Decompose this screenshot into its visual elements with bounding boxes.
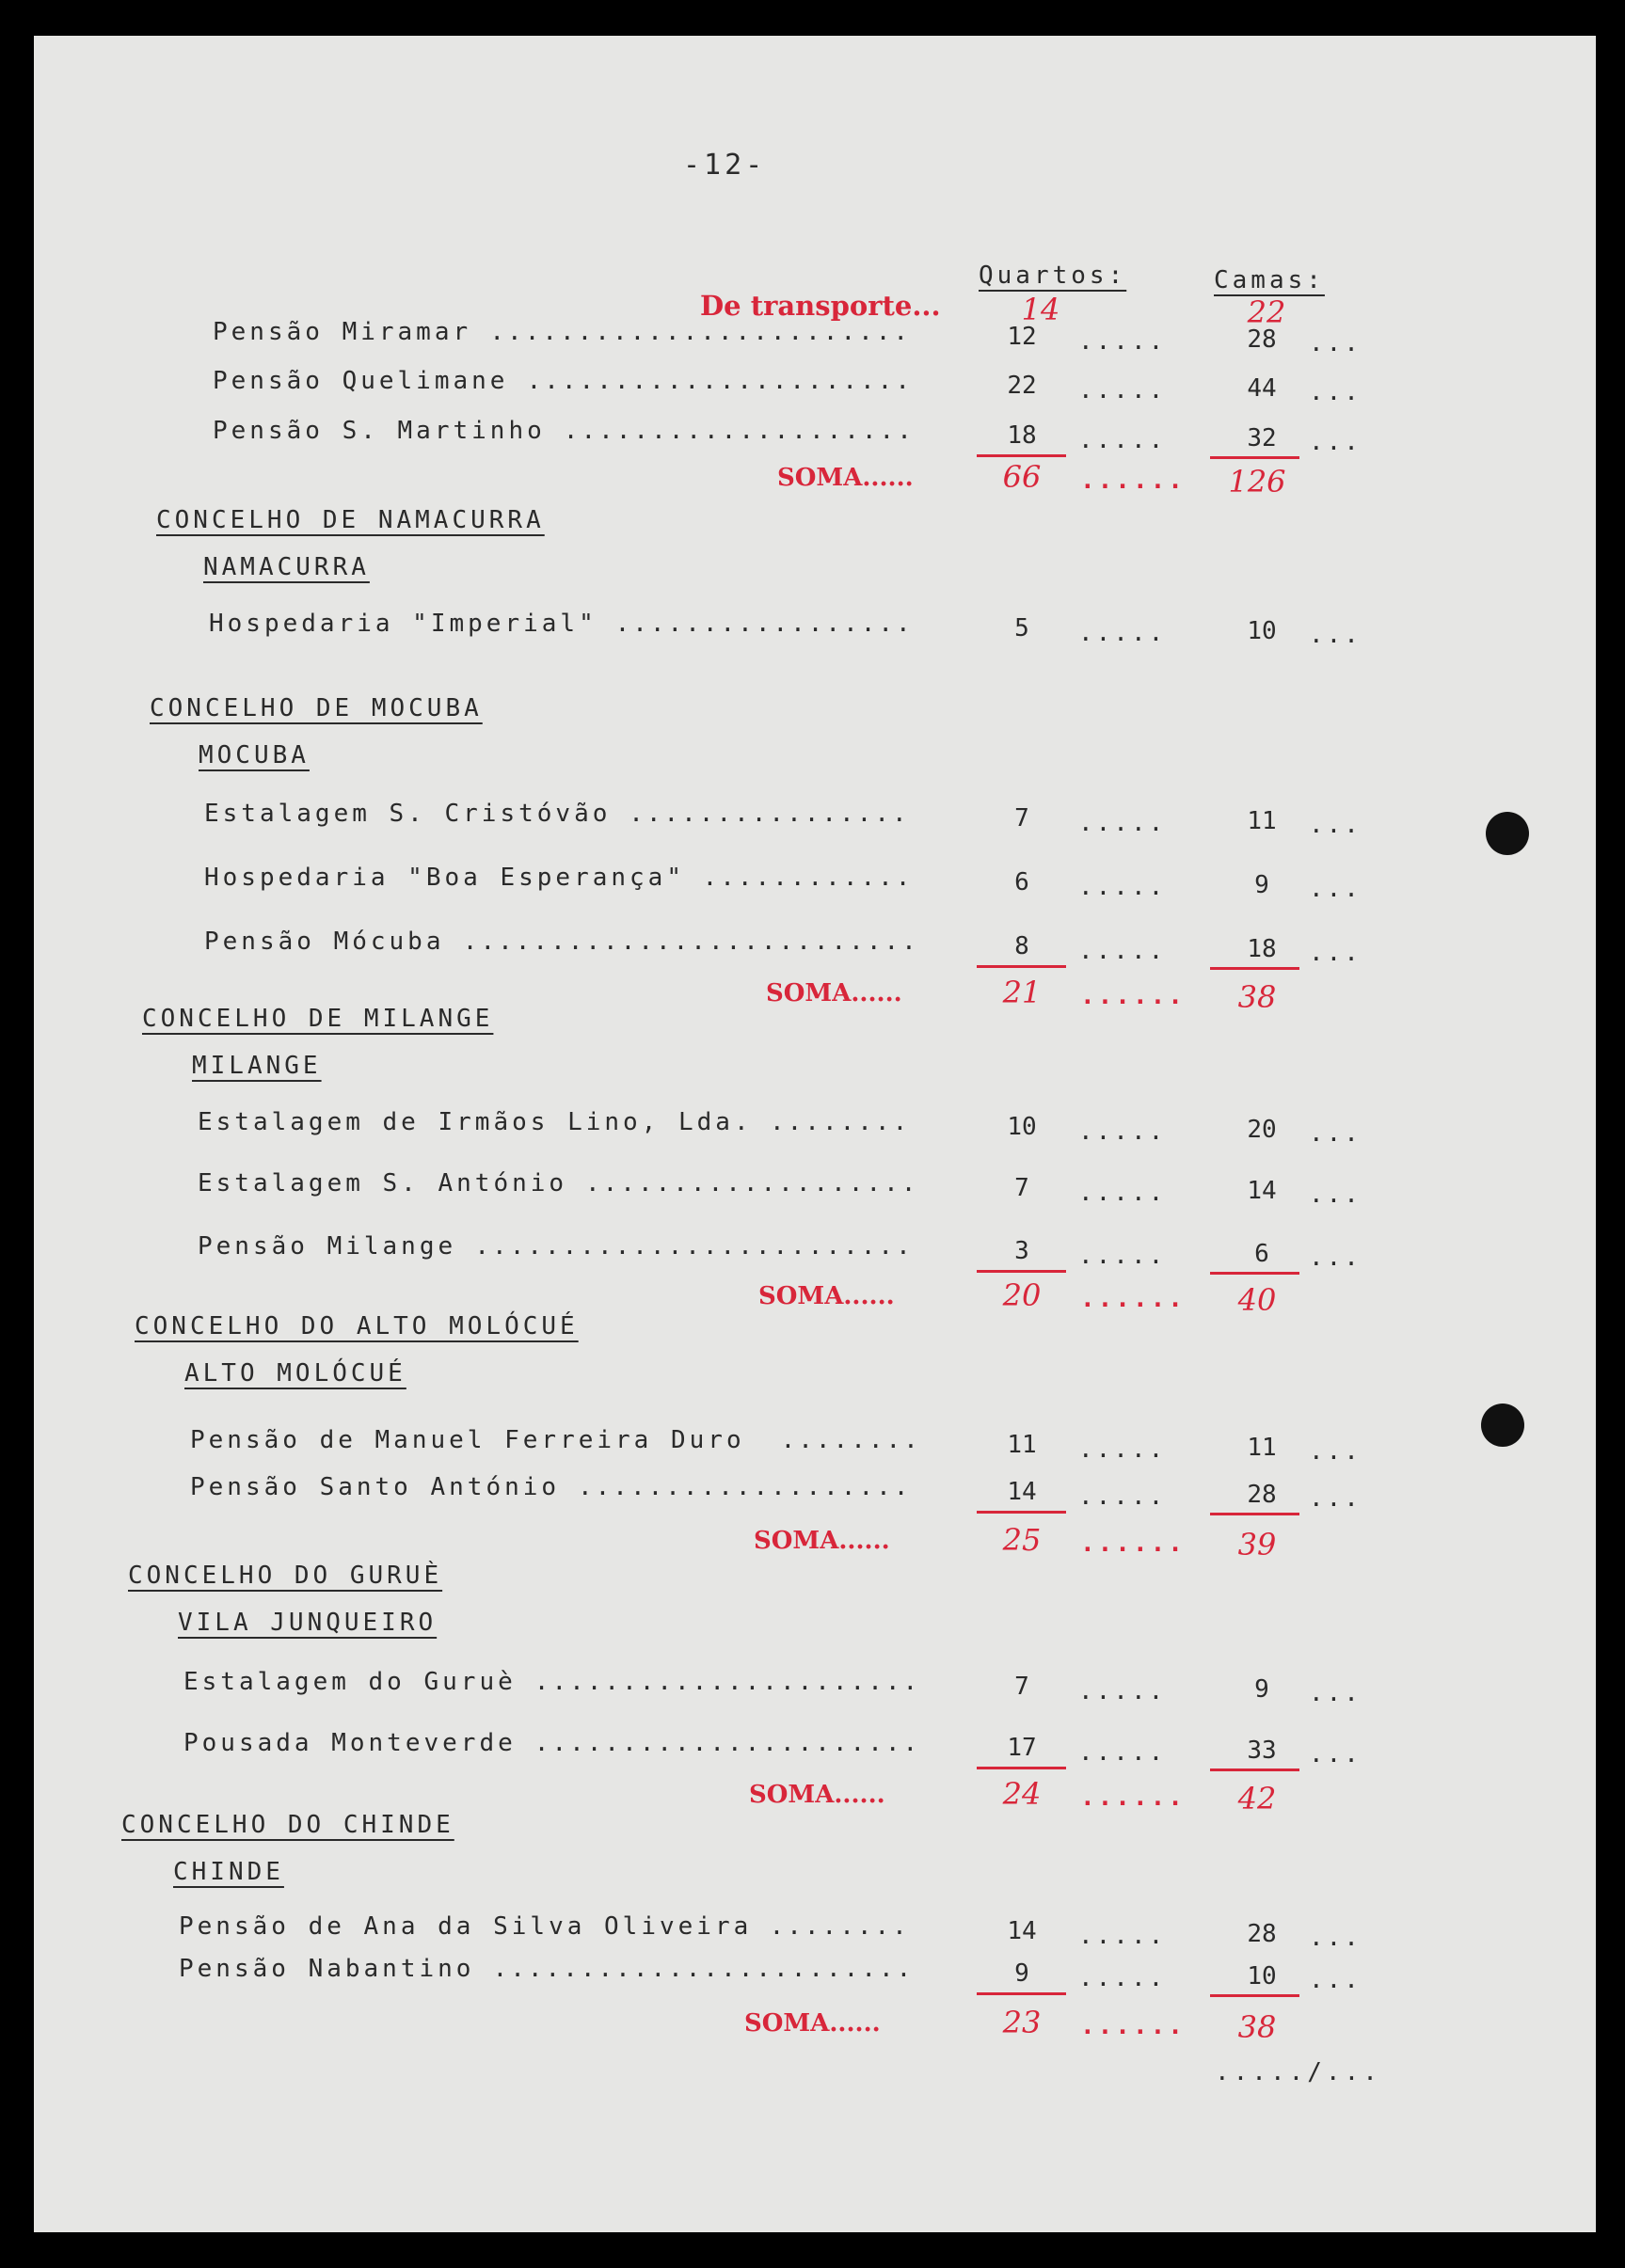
soma-label: SOMA......	[749, 1781, 885, 1809]
sum-underline-beds	[1210, 967, 1299, 970]
lodging-name: Pensão Miramar	[213, 318, 472, 346]
leader-dots: ....................	[563, 417, 915, 445]
room-count: 8	[1014, 932, 1029, 960]
bed-count: 6	[1254, 1240, 1269, 1268]
leader-dots: ............	[702, 864, 914, 892]
bed-count: 28	[1247, 1481, 1277, 1509]
room-count: 12	[1007, 323, 1037, 351]
lodging-name: Estalagem do Guruè	[183, 1668, 517, 1696]
end-dots: ...	[1309, 1740, 1362, 1768]
room-count: 14	[1007, 1478, 1037, 1506]
separator-dots: .....	[1078, 937, 1167, 965]
room-count: 10	[1007, 1113, 1037, 1141]
end-dots: ...	[1309, 1924, 1362, 1952]
leader-dots: ........	[769, 1912, 910, 1941]
locality-heading: ALTO MOLÓCUÉ	[184, 1359, 406, 1388]
concelho-heading: CONCELHO DO CHINDE	[121, 1811, 454, 1839]
lodging-name: Hospedaria "Boa Esperança"	[204, 864, 685, 892]
sum-underline-rooms	[977, 1767, 1066, 1769]
lodging-name: Pensão de Manuel Ferreira Duro	[190, 1426, 745, 1454]
bed-count: 10	[1247, 617, 1277, 645]
end-dots: ...	[1309, 329, 1362, 357]
document-page	[34, 36, 1596, 2232]
lodging-name: Pensão Milange	[198, 1232, 457, 1261]
separator-dots: .....	[1078, 873, 1167, 901]
sum-underline-rooms	[977, 454, 1066, 457]
separator-dots: .....	[1078, 1179, 1167, 1207]
beds-column-header: Camas:	[1214, 266, 1325, 294]
leader-dots: ........................	[492, 1955, 915, 1983]
lodging-name: Pousada Monteverde	[183, 1729, 517, 1757]
room-count: 11	[1007, 1431, 1037, 1459]
room-count: 5	[1014, 614, 1029, 642]
separator-dots: .....	[1078, 809, 1167, 837]
leader-dots: .........................	[474, 1232, 914, 1261]
soma-separator-dots: ......	[1080, 1530, 1186, 1558]
separator-dots: .....	[1078, 327, 1167, 356]
soma-label: SOMA......	[744, 2009, 881, 2038]
punch-hole-bottom	[1481, 1404, 1524, 1447]
leader-dots: ...................	[585, 1169, 919, 1197]
lodging-name: Pensão de Ana da Silva Oliveira	[179, 1912, 753, 1941]
sum-underline-beds	[1210, 1272, 1299, 1275]
lodging-name: Estalagem S. Cristóvão	[204, 800, 612, 828]
soma-label: SOMA......	[766, 979, 902, 1007]
lodging-name: Pensão Santo António	[190, 1473, 561, 1501]
total-beds: 42	[1237, 1781, 1277, 1816]
room-count: 6	[1014, 868, 1029, 896]
lodging-name: Pensão Mócuba	[204, 928, 445, 956]
room-count: 17	[1007, 1734, 1037, 1762]
total-rooms: 21	[1002, 975, 1042, 1010]
lodging-name: Hospedaria "Imperial"	[209, 610, 597, 638]
separator-dots: .....	[1078, 1435, 1167, 1464]
end-dots: ...	[1309, 811, 1362, 839]
soma-label: SOMA......	[758, 1282, 895, 1310]
concelho-heading: CONCELHO DE MOCUBA	[150, 694, 483, 722]
transport-beds: 22	[1247, 294, 1286, 330]
lodging-name: Estalagem S. António	[198, 1169, 568, 1197]
concelho-heading: CONCELHO DE MILANGE	[142, 1005, 494, 1033]
end-dots: ...	[1309, 428, 1362, 456]
soma-label: SOMA......	[777, 464, 914, 492]
leader-dots: ........	[770, 1108, 911, 1136]
total-rooms: 20	[1002, 1277, 1042, 1313]
sum-underline-beds	[1210, 1513, 1299, 1515]
end-dots: ...	[1309, 1966, 1362, 1994]
separator-dots: .....	[1078, 1677, 1167, 1705]
separator-dots: .....	[1078, 1738, 1167, 1767]
end-dots: ...	[1309, 378, 1362, 406]
end-dots: ...	[1309, 621, 1362, 649]
separator-dots: .....	[1078, 1242, 1167, 1270]
separator-dots: .....	[1078, 376, 1167, 404]
separator-dots: .....	[1078, 1118, 1167, 1146]
concelho-heading: CONCELHO DO ALTO MOLÓCUÉ	[135, 1312, 579, 1340]
total-beds: 38	[1237, 2009, 1277, 2045]
separator-dots: .....	[1078, 619, 1167, 647]
total-rooms: 24	[1002, 1776, 1042, 1812]
bed-count: 33	[1247, 1737, 1277, 1765]
bed-count: 20	[1247, 1116, 1277, 1144]
continuation-mark: ...../...	[1215, 2058, 1381, 2086]
soma-separator-dots: ......	[1080, 467, 1186, 495]
lodging-name: Pensão S. Martinho	[213, 417, 546, 445]
leader-dots: ...................	[578, 1473, 912, 1501]
total-beds: 39	[1237, 1527, 1277, 1562]
bed-count: 11	[1247, 807, 1277, 835]
bed-count: 14	[1247, 1177, 1277, 1205]
leader-dots: ......................	[526, 367, 913, 395]
leader-dots: .................	[614, 610, 914, 638]
page-number: -12-	[683, 149, 767, 182]
bed-count: 44	[1247, 374, 1277, 403]
concelho-heading: CONCELHO DO GURUÈ	[128, 1562, 443, 1590]
concelho-heading: CONCELHO DE NAMACURRA	[156, 506, 545, 534]
bed-count: 18	[1247, 935, 1277, 963]
leader-dots: ........	[780, 1426, 921, 1454]
room-count: 7	[1014, 1174, 1029, 1202]
sum-underline-rooms	[977, 965, 1066, 968]
leader-dots: ................	[629, 800, 910, 828]
room-count: 22	[1007, 372, 1037, 400]
leader-dots: ......................	[534, 1668, 921, 1696]
bed-count: 10	[1247, 1962, 1277, 1990]
room-count: 7	[1014, 804, 1029, 833]
locality-heading: MOCUBA	[199, 741, 310, 769]
total-rooms: 25	[1002, 1522, 1042, 1558]
locality-heading: NAMACURRA	[203, 553, 370, 581]
soma-separator-dots: ......	[1080, 1784, 1186, 1812]
lodging-name: Pensão Quelimane	[213, 367, 509, 395]
transport-label: De transporte...	[700, 290, 941, 322]
room-count: 7	[1014, 1673, 1029, 1701]
separator-dots: .....	[1078, 1922, 1167, 1950]
sum-underline-beds	[1210, 456, 1299, 459]
total-rooms: 23	[1002, 2005, 1042, 2040]
room-count: 3	[1014, 1237, 1029, 1265]
end-dots: ...	[1309, 1244, 1362, 1272]
room-count: 9	[1014, 1959, 1029, 1988]
leader-dots: ......................	[534, 1729, 921, 1757]
separator-dots: .....	[1078, 426, 1167, 454]
sum-underline-beds	[1210, 1994, 1299, 1997]
end-dots: ...	[1309, 1181, 1362, 1209]
separator-dots: .....	[1078, 1964, 1167, 1992]
total-beds: 40	[1237, 1282, 1277, 1318]
soma-label: SOMA......	[754, 1527, 890, 1555]
bed-count: 32	[1247, 424, 1277, 452]
sum-underline-beds	[1210, 1768, 1299, 1771]
total-beds: 38	[1237, 979, 1277, 1015]
locality-heading: CHINDE	[173, 1858, 284, 1886]
separator-dots: .....	[1078, 1483, 1167, 1511]
locality-heading: MILANGE	[192, 1052, 322, 1080]
soma-separator-dots: ......	[1080, 2012, 1186, 2040]
soma-separator-dots: ......	[1080, 1285, 1186, 1313]
lodging-name: Pensão Nabantino	[179, 1955, 475, 1983]
end-dots: ...	[1309, 939, 1362, 967]
bed-count: 28	[1247, 1920, 1277, 1948]
room-count: 18	[1007, 421, 1037, 450]
lodging-name: Estalagem de Irmãos Lino, Lda.	[198, 1108, 753, 1136]
sum-underline-rooms	[977, 1511, 1066, 1514]
room-count: 14	[1007, 1917, 1037, 1945]
end-dots: ...	[1309, 1484, 1362, 1513]
locality-heading: VILA JUNQUEIRO	[178, 1609, 438, 1637]
bed-count: 9	[1254, 871, 1269, 899]
sum-underline-rooms	[977, 1270, 1066, 1273]
total-beds: 126	[1228, 464, 1286, 500]
end-dots: ...	[1309, 1437, 1362, 1466]
bed-count: 28	[1247, 325, 1277, 354]
end-dots: ...	[1309, 1119, 1362, 1148]
total-rooms: 66	[1002, 459, 1042, 495]
bed-count: 9	[1254, 1675, 1269, 1704]
transport-rooms: 14	[1021, 292, 1060, 327]
leader-dots: ........................	[489, 318, 912, 346]
sum-underline-rooms	[977, 1992, 1066, 1995]
punch-hole-top	[1486, 812, 1529, 855]
soma-separator-dots: ......	[1080, 982, 1186, 1010]
end-dots: ...	[1309, 875, 1362, 903]
bed-count: 11	[1247, 1434, 1277, 1462]
end-dots: ...	[1309, 1679, 1362, 1707]
leader-dots: ..........................	[462, 928, 919, 956]
rooms-column-header: Quartos:	[979, 262, 1127, 290]
